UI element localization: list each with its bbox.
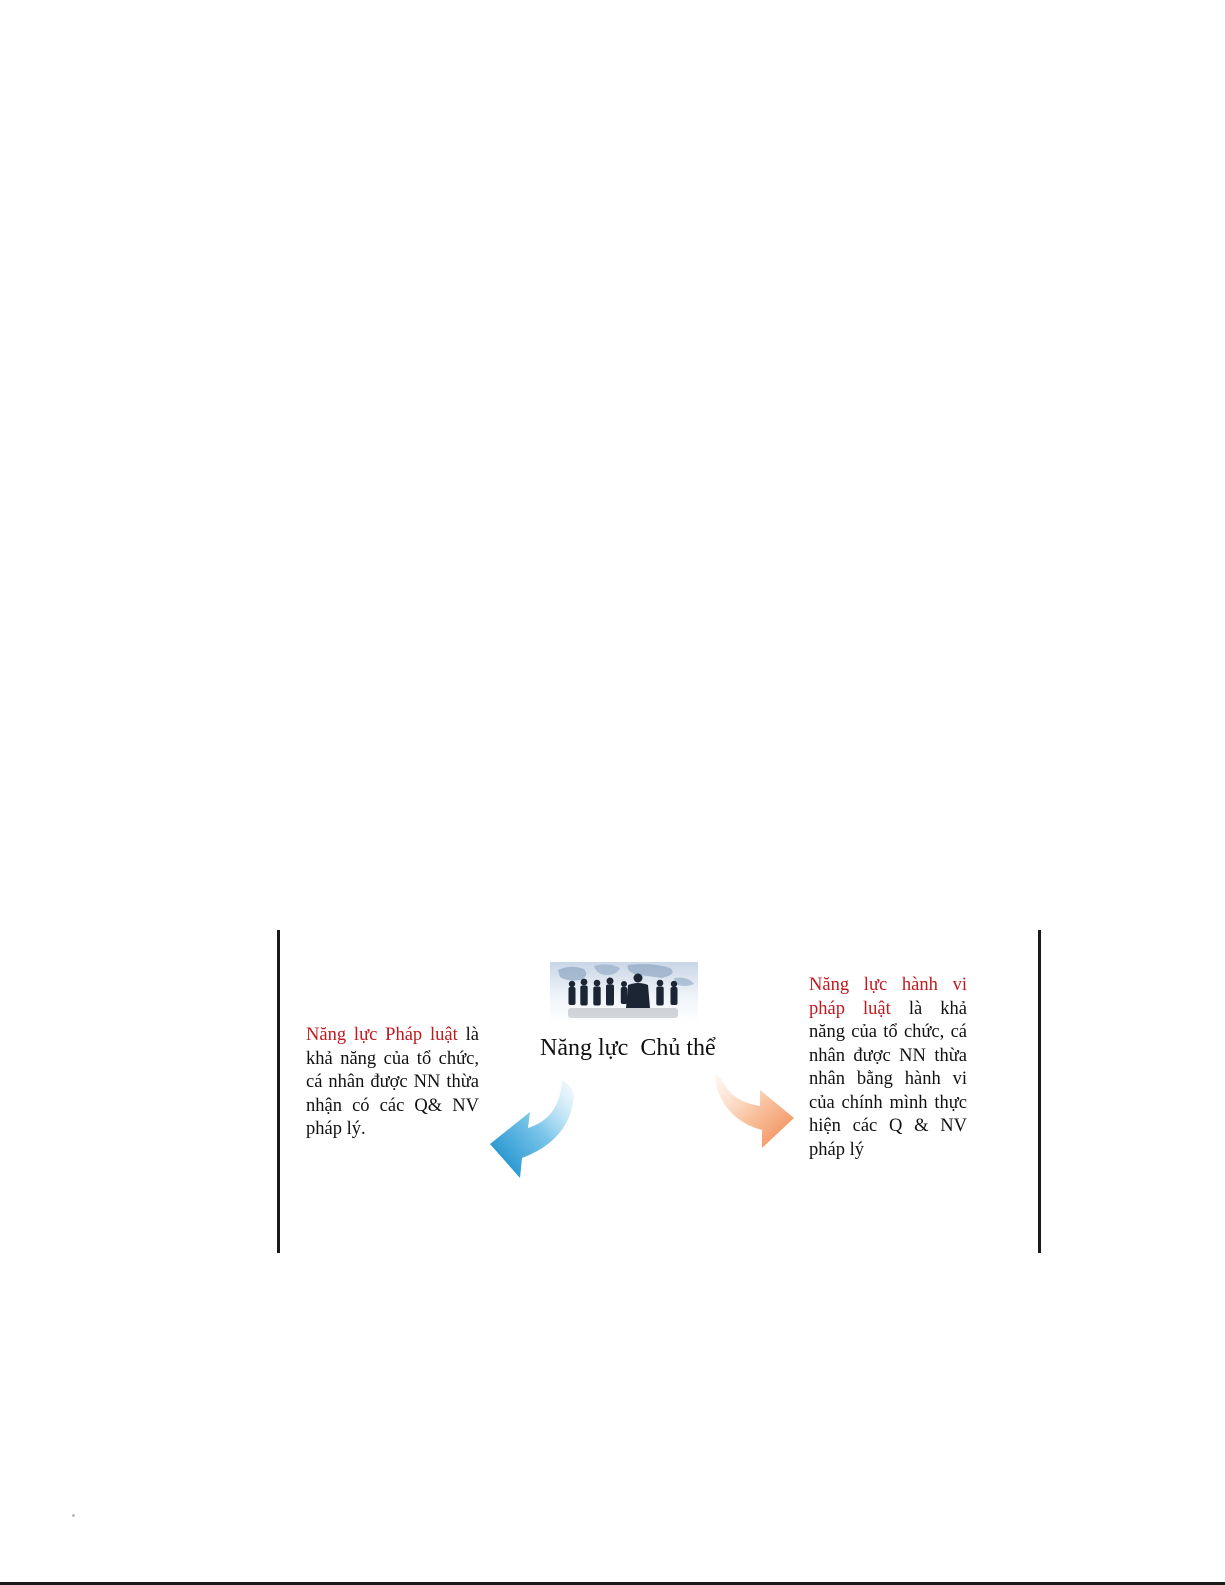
page-speck [72, 1514, 75, 1517]
diagram-frame-right-border [1038, 930, 1041, 1253]
diagram-center-title: Năng lực Chủ thể [540, 1035, 716, 1061]
business-people-image [550, 962, 698, 1022]
curved-arrow-left-icon [490, 1078, 580, 1180]
right-definition-block [809, 974, 967, 1162]
left-definition-term: Năng lực Pháp luật [306, 1025, 458, 1045]
diagram-frame-left-border [277, 930, 280, 1253]
left-definition-block [306, 1024, 479, 1142]
curved-arrow-right-icon [710, 1072, 795, 1168]
right-definition-body: là khả năng của tổ chức, cá nhân được NN thừa nhân bằng hành vi của chính mình thực hiện các Q & NV pháp lý [809, 998, 967, 1160]
right-definition-term: Năng lực hành vi pháp luật [809, 975, 967, 1019]
business-people-icon [550, 962, 698, 1022]
left-definition-body: là khả năng của tổ chức, cá nhân được NN thừa nhận có các Q& NV pháp lý. [306, 1025, 479, 1139]
